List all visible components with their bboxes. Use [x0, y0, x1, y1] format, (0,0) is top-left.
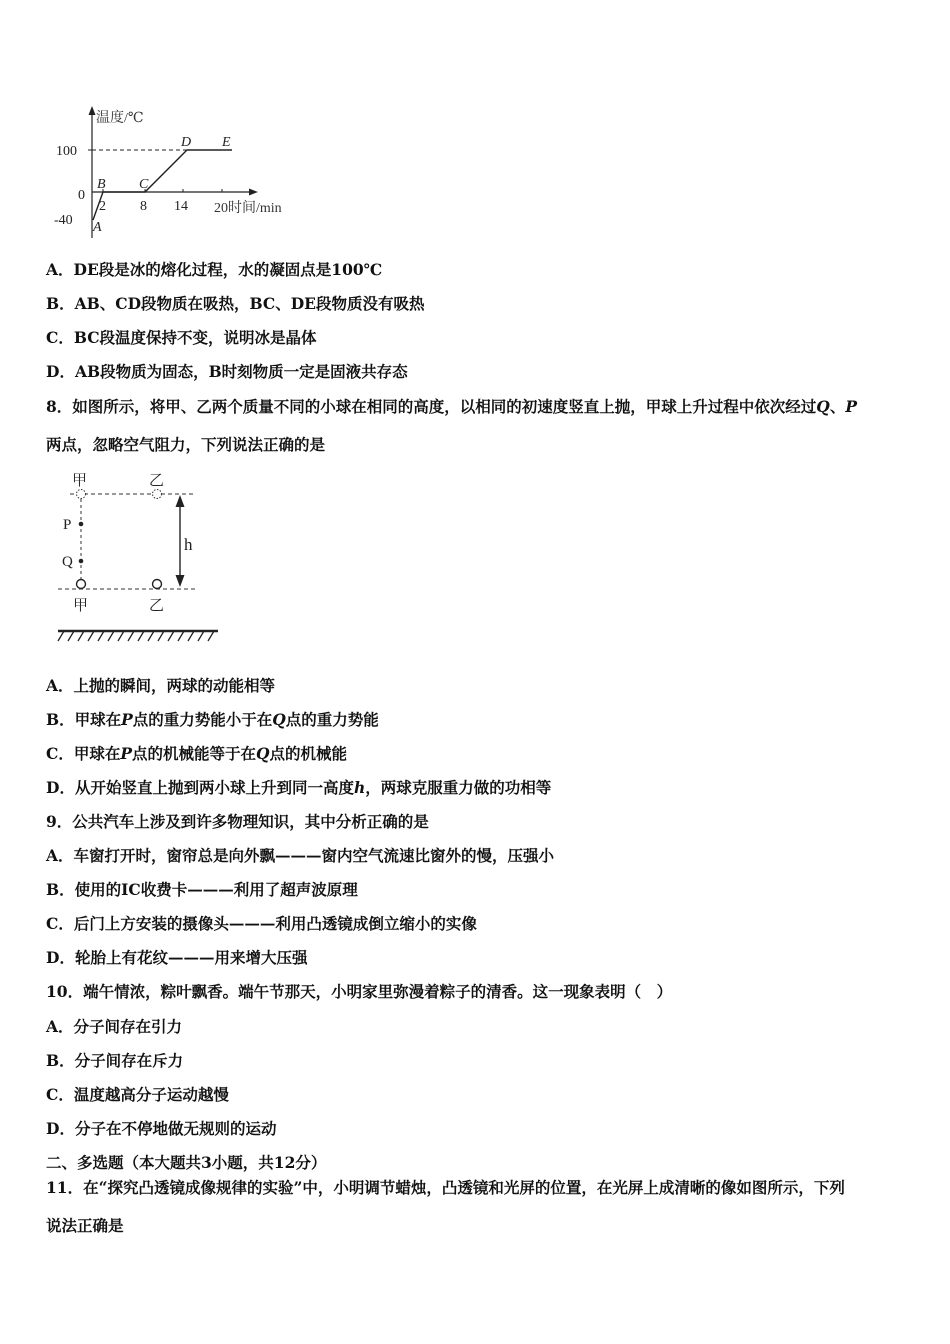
heating-curve [93, 150, 232, 220]
h-arrow-down [176, 575, 185, 587]
q11-stem-line2: 说法正确是 [46, 1216, 124, 1235]
q9-option-a: A．车窗打开时，窗帘总是向外飘———窗内空气流速比窗外的慢，压强小 [46, 846, 555, 865]
x-axis-label: 20时间/min [214, 201, 282, 216]
label-jia-top: 甲 [72, 473, 88, 489]
point-d-label: D [181, 135, 192, 150]
label-h: h [184, 535, 193, 554]
label-jia-bottom: 甲 [73, 598, 89, 614]
q8-option-b [46, 710, 379, 730]
ground-hatch [58, 631, 214, 641]
y-axis-arrow [89, 106, 96, 115]
point-q-dot [79, 559, 84, 564]
q9-option-d: D．轮胎上有花纹———用来增大压强 [46, 948, 308, 967]
q7-option-d: D．AB段物质为固态，B时刻物质一定是固液共存态 [46, 362, 408, 381]
q8-stem-q: Q [816, 397, 830, 416]
label-p: P [63, 517, 72, 533]
q8-c-post: 点的机械能 [269, 744, 348, 763]
q10-stem: 10．端午情浓，粽叶飘香。端午节那天，小明家里弥漫着粽子的清香。这一现象表明（ ） [46, 982, 673, 1001]
q9-option-b: B．使用的IC收费卡———利用了超声波原理 [46, 880, 358, 899]
point-c-label: C [139, 177, 149, 192]
x-tick-8: 8 [140, 199, 147, 214]
label-yi-top: 乙 [149, 473, 165, 489]
q8-b-p: P [121, 710, 133, 729]
q7-option-c: C．BC段温度保持不变，说明冰是晶体 [46, 328, 317, 347]
y-tick-100: 100 [56, 144, 77, 159]
q7-option-a: A．DE段是冰的熔化过程，水的凝固点是100℃ [46, 260, 383, 279]
q9-option-c: C．后门上方安装的摄像头———利用凸透镜成倒立缩小的实像 [46, 914, 477, 933]
point-a-label: A [93, 220, 102, 235]
q8-stem-text: 8．如图所示，将甲、乙两个质量不同的小球在相同的高度，以相同的初速度竖直上抛，甲球上升过程中依次经过 [46, 397, 817, 416]
y-tick-minus40: -40 [54, 213, 73, 228]
h-arrow-up [176, 495, 185, 507]
ball-yi-top [153, 490, 162, 499]
label-q: Q [62, 554, 73, 570]
ball-jia-bottom [77, 580, 86, 589]
q10-option-d: D．分子在不停地做无规则的运动 [46, 1119, 277, 1138]
point-e-label: E [222, 135, 231, 150]
q8-d-h: h [353, 778, 366, 797]
x-tick-14: 14 [174, 199, 188, 214]
q11-stem-line1: 11．在“探究凸透镜成像规律的实验”中，小明调节蜡烛，凸透镜和光屏的位置，在光屏上成清晰的像如图所示，下列 [46, 1178, 845, 1197]
q8-d-post: ，两球克服重力做的功相等 [365, 778, 552, 797]
q8-stem-sep: 、 [829, 397, 846, 416]
q10-option-c: C．温度越高分子运动越慢 [46, 1085, 229, 1104]
q10-option-b: B．分子间存在斥力 [46, 1051, 184, 1070]
y-tick-0: 0 [78, 188, 85, 203]
q8-stem-line2: 两点，忽略空气阻力，下列说法正确的是 [46, 435, 326, 454]
point-p-dot [79, 522, 84, 527]
q8-stem-p: P [845, 397, 857, 416]
q8-c-q: Q [256, 744, 270, 763]
q7-option-b: B．AB、CD段物质在吸热，BC、DE段物质没有吸热 [46, 294, 425, 313]
q8-stem-line1 [46, 397, 857, 417]
q8-c-p: P [120, 744, 132, 763]
x-tick-2: 2 [99, 199, 106, 214]
q8-c-pre: C．甲球在 [46, 744, 121, 763]
section-heading-multiple-choice: 二、多选题（本大题共3小题，共12分） [46, 1153, 327, 1172]
ball-jia-top [77, 490, 86, 499]
q8-option-a: A．上抛的瞬间，两球的动能相等 [46, 676, 276, 695]
ball-throw-figure [50, 465, 230, 650]
x-axis-arrow [249, 189, 258, 196]
ball-yi-bottom [153, 580, 162, 589]
q8-b-pre: B．甲球在 [46, 710, 122, 729]
q8-b-post: 点的重力势能 [285, 710, 379, 729]
y-axis-label: 温度/℃ [96, 111, 144, 126]
q8-b-q: Q [272, 710, 286, 729]
q9-stem: 9．公共汽车上涉及到许多物理知识，其中分析正确的是 [46, 812, 429, 831]
q8-c-mid: 点的机械能等于在 [132, 744, 257, 763]
q8-option-c [46, 744, 347, 764]
q8-d-pre: D．从开始竖直上抛到两小球上升到同一高度 [46, 778, 354, 797]
point-b-label: B [97, 177, 106, 192]
q10-option-a: A．分子间存在引力 [46, 1017, 183, 1036]
temperature-time-graph [50, 100, 340, 245]
q8-option-d [46, 778, 551, 798]
label-yi-bottom: 乙 [149, 598, 165, 614]
q8-b-mid: 点的重力势能小于在 [132, 710, 273, 729]
